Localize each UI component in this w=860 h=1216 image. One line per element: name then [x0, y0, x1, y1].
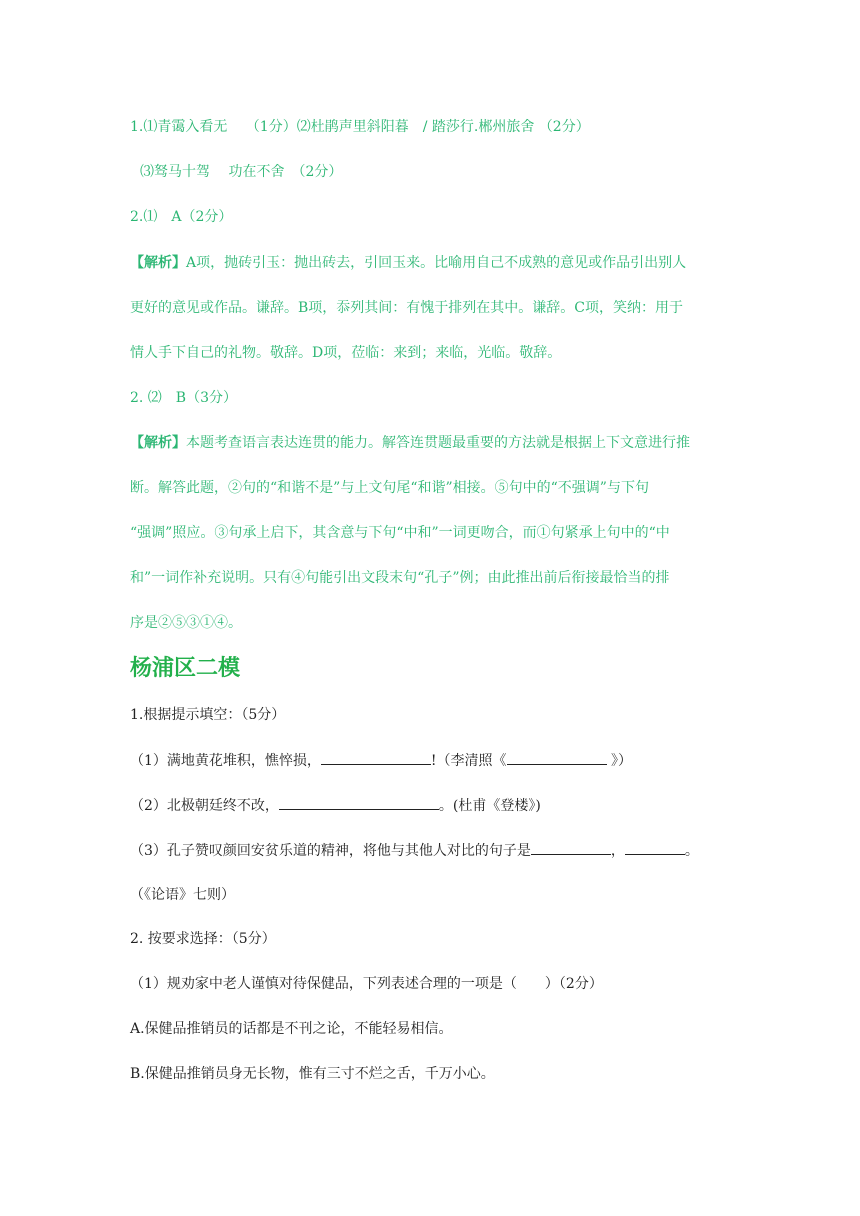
answer-blank	[321, 750, 431, 765]
analysis-2-line-1	[130, 433, 690, 453]
option-a: A.保健品推销员的话都是不刊之论，不能轻易相信。	[130, 1021, 453, 1037]
question-1-3-source: （《论语》七则）	[130, 887, 235, 903]
analysis-tag: 【解析】	[130, 435, 186, 451]
answer-blank	[531, 840, 611, 855]
question-1-2	[130, 795, 541, 816]
analysis-2-line-5: 序是②⑤③①④。	[130, 615, 242, 631]
question-text: 》）	[606, 753, 633, 769]
question-text: （1）满地黄花堆积，憔悴损，	[130, 753, 321, 769]
question-1-3	[130, 840, 699, 861]
analysis-1-line-3: 情人手下自己的礼物。敬辞。D项，莅临：来到；来临，光临。敬辞。	[130, 345, 562, 361]
analysis-1-line-2: 更好的意见或作品。谦辞。B项，忝列其间：有愧于排列在其中。谦辞。C项，笑纳：用于	[130, 300, 683, 316]
answer-2-1: 2.⑴ A（2分）	[130, 209, 233, 225]
question-1-1	[130, 750, 632, 771]
question-text: 。	[684, 843, 699, 859]
answer-2-2: 2. ⑵ B（3分）	[130, 390, 238, 406]
question-text: （2）北极朝廷终不改，	[130, 798, 279, 814]
analysis-2-line-3: “强调”照应。③句承上启下，其含意与下句“中和”一词更吻合，而①句紧承上句中的“中	[130, 525, 670, 541]
question-2-title: 2. 按要求选择：（5分）	[130, 931, 276, 947]
option-b: B.保健品推销员身无长物，惟有三寸不烂之舌，千万小心。	[130, 1066, 495, 1082]
answer-blank	[625, 840, 685, 855]
question-text: ，	[610, 843, 625, 859]
answer-1-line-1: 1.⑴青霭入看无 （1分）⑵杜鹃声里斜阳暮 / 踏莎行.郴州旅舍 （2分）	[130, 119, 590, 135]
analysis-1-line-1	[130, 253, 686, 273]
section-title: 杨浦区二模	[130, 656, 241, 681]
answer-blank	[279, 795, 439, 810]
analysis-text: 本题考查语言表达连贯的能力。解答连贯题最重要的方法就是根据上下文意进行推	[186, 435, 690, 451]
question-text: !（李清照《	[430, 753, 507, 769]
analysis-2-line-4: 和”一词作补充说明。只有④句能引出文段末句“孔子”例；由此推出前后衔接最恰当的排	[130, 570, 670, 586]
analysis-text: A项，抛砖引玉：抛出砖去，引回玉来。比喻用自己不成熟的意见或作品引出别人	[186, 255, 687, 271]
question-2-1: （1）规劝家中老人谨慎对待保健品，下列表述合理的一项是（ ）（2分）	[130, 976, 603, 992]
answer-1-line-2: ⑶驽马十驾 功在不舍 （2分）	[140, 164, 343, 180]
question-text: （3）孔子赞叹颜回安贫乐道的精神，将他与其他人对比的句子是	[130, 843, 531, 859]
question-text: 。(杜甫《登楼》)	[438, 798, 541, 814]
answer-blank	[507, 750, 607, 765]
question-1-title: 1.根据提示填空：（5分）	[130, 707, 286, 723]
analysis-2-line-2: 断。解答此题，②句的“和谐不是”与上文句尾“和谐”相接。⑤句中的“不强调”与下句	[130, 480, 649, 496]
analysis-tag: 【解析】	[130, 255, 186, 271]
